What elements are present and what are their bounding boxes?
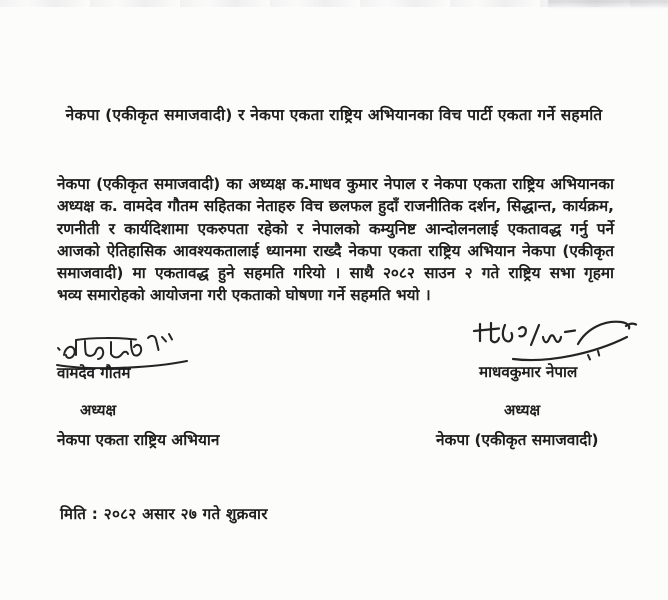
right-signatory-signature-block — [466, 315, 638, 365]
document-date-line: मिति : २०८२ असार २७ गते शुक्रवार — [60, 505, 268, 523]
scan-smudge-top-right — [548, 0, 668, 9]
body-line: भव्य समारोहको आयोजना गरी एकताको घोषणा गर्ने सहमति भयो । — [57, 286, 431, 305]
madhav-kumar-nepal-signature-icon — [466, 315, 638, 365]
body-line: आजको ऐतिहासिक आवश्यकतालाई ध्यानमा राख्दै नेकपा एकता राष्ट्रिय अभियान नेकपा (एकीकृत — [57, 241, 614, 260]
document-body — [57, 173, 614, 307]
left-signatory-role: अध्यक्ष — [80, 402, 117, 419]
body-line: समाजवादी) मा एकतावद्ध हुने सहमति गरियो । साथै २०८२ साउन २ गते राष्ट्रिय सभा गृहमा — [57, 264, 614, 283]
document-title: नेकपा (एकीकृत समाजवादी) र नेकपा एकता राष्ट्रिय अभियानका विच पार्टी एकता गर्ने सहमति — [65, 106, 603, 124]
right-signatory-name: माधवकुमार नेपाल — [479, 363, 578, 381]
right-signatory-party: नेकपा (एकीकृत समाजवादी) — [436, 431, 599, 449]
body-line: रणनीती र कार्यदिशामा एकरुपता रहेको र नेपालको कम्युनिष्ट आन्दोलनलाई एकतावद्ध गर्नु पर्ने — [57, 219, 614, 238]
body-line: नेकपा (एकीकृत समाजवादी) का अध्यक्ष क.माधव कुमार नेपाल र नेकपा एकता राष्ट्रिय अभियानका — [57, 175, 614, 193]
right-signatory-role: अध्यक्ष — [504, 402, 541, 419]
left-signatory-name: वामदेव गौतम — [57, 364, 131, 382]
left-signatory-party: नेकपा एकता राष्ट्रिय अभियान — [57, 431, 220, 449]
body-line: अध्यक्ष क. वामदेव गौतम सहितका नेताहरु विच छलफल हुदाँ राजनीतिक दर्शन, सिद्धान्त, कार्यक्रम, — [57, 197, 614, 216]
